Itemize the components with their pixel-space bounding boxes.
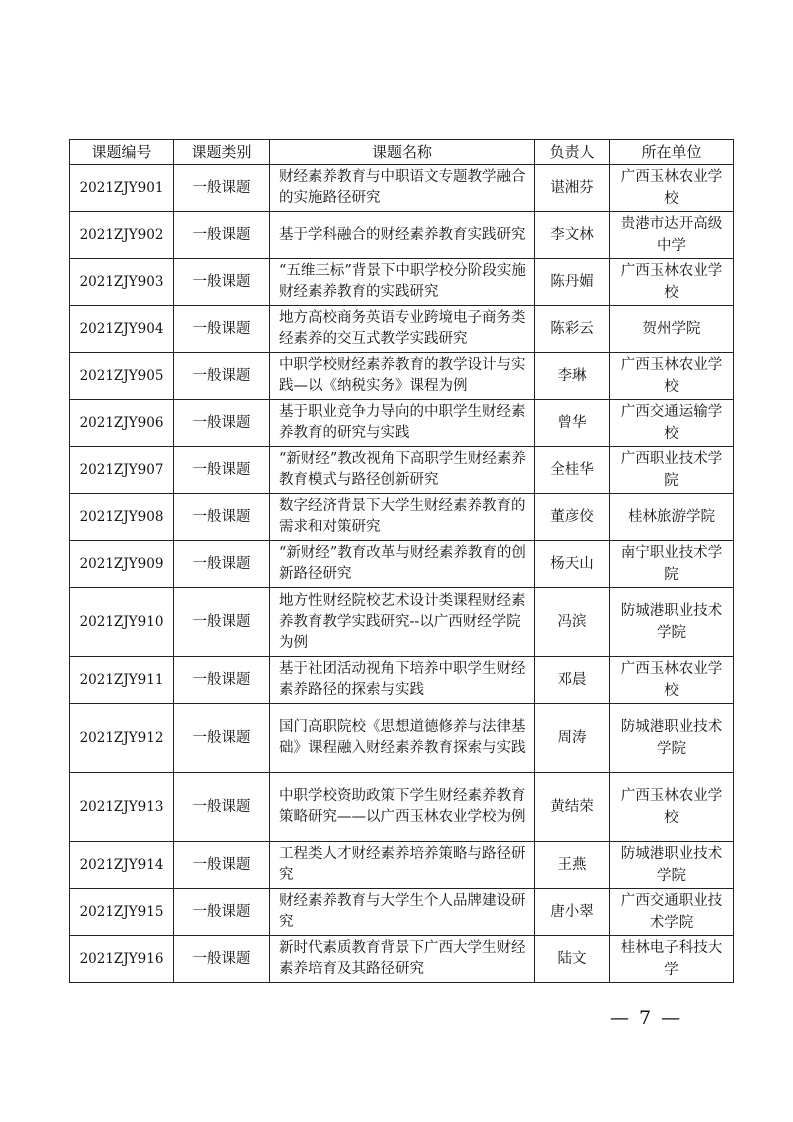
header-title: 课题名称: [270, 140, 535, 165]
header-unit: 所在单位: [610, 140, 734, 165]
project-category: 一般课题: [174, 889, 270, 936]
project-title: 基于社团活动视角下培养中职学生财经素养路径的探索与实践: [270, 657, 535, 704]
project-code: 2021ZJY907: [70, 447, 174, 494]
project-leader: 陈彩云: [535, 306, 610, 353]
project-code: 2021ZJY914: [70, 842, 174, 889]
project-leader: 曾华: [535, 400, 610, 447]
project-leader: 谌湘芬: [535, 165, 610, 212]
page-number: — 7 —: [610, 1007, 683, 1029]
project-leader: 邓晨: [535, 657, 610, 704]
project-category: 一般课题: [174, 306, 270, 353]
project-code: 2021ZJY912: [70, 704, 174, 773]
table-row: [70, 165, 734, 212]
project-unit: 广西玉林农业学校: [610, 657, 734, 704]
table-row: [70, 353, 734, 400]
project-category: 一般课题: [174, 259, 270, 306]
table-row: [70, 704, 734, 773]
table-row: [70, 588, 734, 657]
project-title: 中职学校财经素养教育的教学设计与实践—以《纳税实务》课程为例: [270, 353, 535, 400]
project-title: 工程类人才财经素养培养策略与路径研究: [270, 842, 535, 889]
project-code: 2021ZJY913: [70, 773, 174, 842]
project-code: 2021ZJY908: [70, 494, 174, 541]
table-header-row: [70, 140, 734, 165]
project-leader: 杨天山: [535, 541, 610, 588]
project-unit: 广西玉林农业学校: [610, 259, 734, 306]
project-title: 基于职业竞争力导向的中职学生财经素养教育的研究与实践: [270, 400, 535, 447]
project-title: 国门高职院校《思想道德修养与法律基础》课程融入财经素养教育探索与实践: [270, 704, 535, 773]
table-row: [70, 842, 734, 889]
project-leader: 黄结荣: [535, 773, 610, 842]
table-row: [70, 541, 734, 588]
table-row: [70, 400, 734, 447]
project-code: 2021ZJY902: [70, 212, 174, 259]
project-title: 地方高校商务英语专业跨境电子商务类经素养的交互式教学实践研究: [270, 306, 535, 353]
project-leader: 冯滨: [535, 588, 610, 657]
project-title: “新财经”教育改革与财经素养教育的创新路径研究: [270, 541, 535, 588]
project-leader: 王燕: [535, 842, 610, 889]
project-title: 财经素养教育与大学生个人品牌建设研究: [270, 889, 535, 936]
project-category: 一般课题: [174, 212, 270, 259]
project-leader: 周涛: [535, 704, 610, 773]
project-category: 一般课题: [174, 541, 270, 588]
table-row: [70, 773, 734, 842]
project-unit: 广西交通运输学校: [610, 400, 734, 447]
project-title: “五维三标”背景下中职学校分阶段实施财经素养教育的实践研究: [270, 259, 535, 306]
table-row: [70, 657, 734, 704]
project-unit: 南宁职业技术学院: [610, 541, 734, 588]
project-category: 一般课题: [174, 400, 270, 447]
project-unit: 贺州学院: [610, 306, 734, 353]
project-code: 2021ZJY910: [70, 588, 174, 657]
project-leader: 唐小翠: [535, 889, 610, 936]
project-title: 财经素养教育与中职语文专题教学融合的实施路径研究: [270, 165, 535, 212]
project-code: 2021ZJY905: [70, 353, 174, 400]
project-unit: 贵港市达开高级中学: [610, 212, 734, 259]
project-unit: 广西玉林农业学校: [610, 165, 734, 212]
table-row: [70, 212, 734, 259]
project-title: 新时代素质教育背景下广西大学生财经素养培育及其路径研究: [270, 936, 535, 983]
project-code: 2021ZJY915: [70, 889, 174, 936]
table-row: [70, 936, 734, 983]
project-title: 地方性财经院校艺术设计类课程财经素养教育教学实践研究--以广西财经学院为例: [270, 588, 535, 657]
header-leader: 负责人: [535, 140, 610, 165]
header-category: 课题类别: [174, 140, 270, 165]
project-category: 一般课题: [174, 842, 270, 889]
project-category: 一般课题: [174, 447, 270, 494]
project-category: 一般课题: [174, 353, 270, 400]
table-row: [70, 494, 734, 541]
project-title: 基于学科融合的财经素养教育实践研究: [270, 212, 535, 259]
project-unit: 广西职业技术学院: [610, 447, 734, 494]
project-code: 2021ZJY903: [70, 259, 174, 306]
project-code: 2021ZJY904: [70, 306, 174, 353]
project-category: 一般课题: [174, 494, 270, 541]
project-unit: 防城港职业技术学院: [610, 842, 734, 889]
project-table-container: [69, 139, 733, 983]
project-category: 一般课题: [174, 773, 270, 842]
project-leader: 董彦佼: [535, 494, 610, 541]
project-title: 中职学校资助政策下学生财经素养教育策略研究——以广西玉林农业学校为例: [270, 773, 535, 842]
project-category: 一般课题: [174, 704, 270, 773]
project-table: [69, 139, 734, 983]
header-code: 课题编号: [70, 140, 174, 165]
project-code: 2021ZJY911: [70, 657, 174, 704]
project-category: 一般课题: [174, 936, 270, 983]
table-row: [70, 447, 734, 494]
project-code: 2021ZJY906: [70, 400, 174, 447]
table-row: [70, 306, 734, 353]
project-leader: 陆文: [535, 936, 610, 983]
project-leader: 陈丹媚: [535, 259, 610, 306]
project-title: “新财经”教改视角下高职学生财经素养教育模式与路径创新研究: [270, 447, 535, 494]
project-title: 数字经济背景下大学生财经素养教育的需求和对策研究: [270, 494, 535, 541]
project-unit: 防城港职业技术学院: [610, 704, 734, 773]
project-leader: 李琳: [535, 353, 610, 400]
project-code: 2021ZJY901: [70, 165, 174, 212]
project-unit: 广西交通职业技术学院: [610, 889, 734, 936]
project-category: 一般课题: [174, 657, 270, 704]
project-category: 一般课题: [174, 588, 270, 657]
project-unit: 防城港职业技术学院: [610, 588, 734, 657]
project-code: 2021ZJY909: [70, 541, 174, 588]
table-row: [70, 259, 734, 306]
project-unit: 广西玉林农业学校: [610, 353, 734, 400]
project-category: 一般课题: [174, 165, 270, 212]
project-unit: 桂林旅游学院: [610, 494, 734, 541]
table-row: [70, 889, 734, 936]
project-leader: 李文林: [535, 212, 610, 259]
project-leader: 全桂华: [535, 447, 610, 494]
project-code: 2021ZJY916: [70, 936, 174, 983]
project-unit: 桂林电子科技大学: [610, 936, 734, 983]
project-unit: 广西玉林农业学校: [610, 773, 734, 842]
